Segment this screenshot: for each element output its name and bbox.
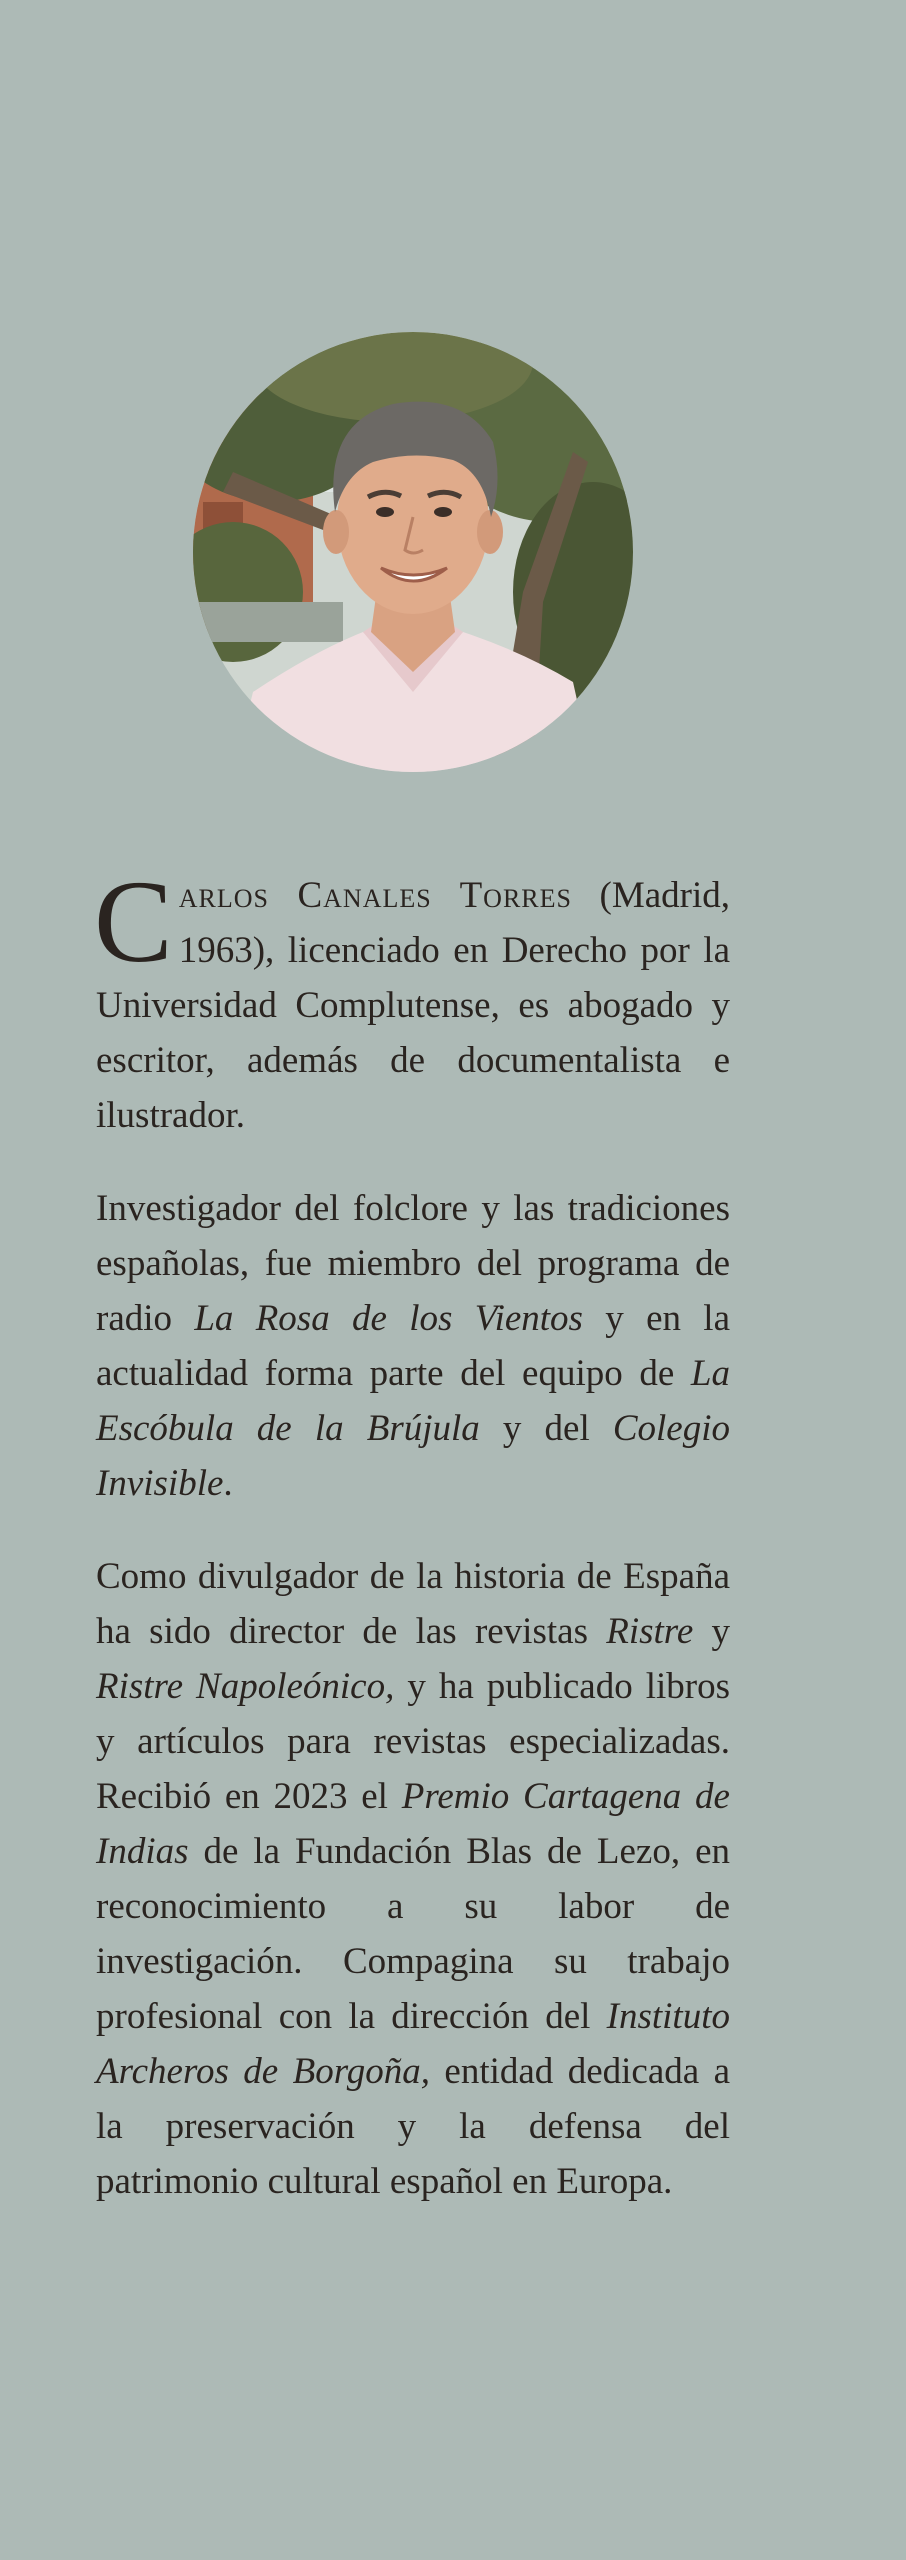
bio-p3-text-e: entidad dedicada a la preservación y la defensa del patrimonio cultural español en Europa. [96, 2051, 730, 2202]
author-photo [193, 332, 633, 772]
bio-p2-text-d: . [223, 1463, 233, 1504]
bio-p3-text-b: y [693, 1611, 731, 1652]
bio-p3-text-d: de la Fundación Blas de Lezo, en reconocimiento a su labor de investigación. Compagina su trabajo profesional con la dirección del [96, 1831, 730, 2037]
bio-p2-text-a: Investigador del folclore y las tradiciones españolas, fue miembro del programa de radio [96, 1188, 730, 1339]
program-title-escobula: La Escóbula de la Brújula [96, 1353, 730, 1449]
bio-paragraph-3 [96, 1549, 730, 2209]
magazine-title-ristre: Ristre [606, 1611, 694, 1652]
radio-program-title: La Rosa de los Vientos [194, 1298, 583, 1339]
author-name: arlos Canales Torres [178, 875, 572, 916]
institute-title: Instituto Archeros de Borgoña, [96, 1996, 730, 2092]
drop-cap: C [94, 856, 173, 987]
award-title: Premio Cartagena de Indias [96, 1776, 730, 1872]
magazine-title-ristre-napoleonico: Ristre Napoleónico, [96, 1666, 395, 1707]
bio-p2-text-b: y en la actualidad forma parte del equipo de [96, 1298, 731, 1394]
author-portrait-icon [193, 332, 633, 772]
bio-paragraph-2 [96, 1181, 730, 1511]
program-title-colegio: Colegio Invisible [96, 1408, 730, 1504]
bio-p2-text-c: y del [479, 1408, 613, 1449]
bio-paragraph-1 [94, 856, 731, 1143]
bio-p1-text: (Madrid, 1963), licenciado en Derecho por la Universidad Complutense, es abogado y escritor, además de documentalista e ilustrador. [96, 875, 731, 1136]
bio-p3-text-c: y ha publicado libros y artículos para revistas especializadas. Recibió en 2023 el [96, 1666, 731, 1817]
author-bio [94, 856, 731, 2247]
bio-p3-text-a: Como divulgador de la historia de España ha sido director de las revistas [96, 1556, 730, 1652]
